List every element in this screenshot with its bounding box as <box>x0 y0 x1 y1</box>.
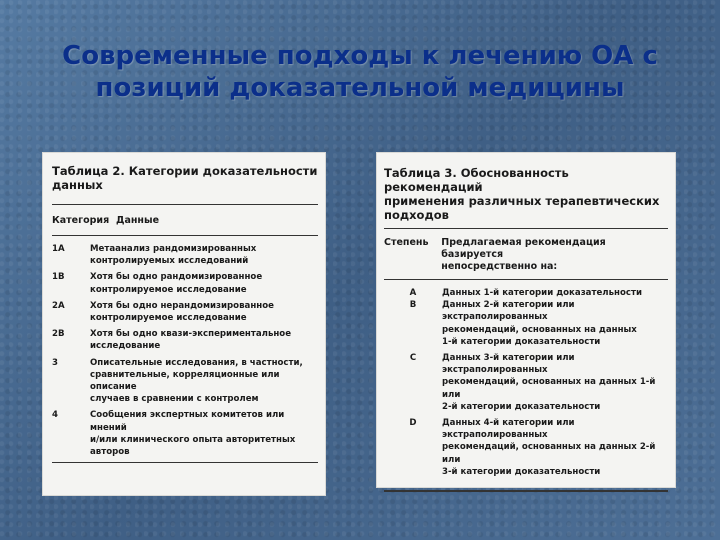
table-row <box>384 299 668 348</box>
row-description-line: Данных 2-й категории или экстраполированных <box>442 300 575 323</box>
row-description-line: 1-й категории доказательности <box>442 336 601 347</box>
row-description-line: Хотя бы одно нерандомизированное <box>90 300 274 311</box>
divider <box>384 490 668 492</box>
divider <box>52 462 318 463</box>
table-3-card <box>376 152 676 488</box>
row-code: 1A <box>52 244 65 254</box>
row-description-line: контролируемых исследований <box>90 256 249 267</box>
column-header-category: Категория <box>52 215 110 226</box>
row-description-line: 3-й категории доказательности <box>442 466 601 477</box>
row-description-line: случаев в сравнении с контролем <box>90 394 259 405</box>
row-description <box>442 352 668 413</box>
column-header-basis-line-2: непосредственно на: <box>441 261 558 272</box>
row-description-line: исследование <box>90 341 161 352</box>
row-description-line: сравнительные, корреляционные или описание <box>90 369 280 393</box>
table-row <box>52 300 318 324</box>
row-code: 4 <box>52 410 58 421</box>
row-description-line: Описательные исследования, в частности, <box>90 357 303 368</box>
row-code: A <box>409 288 417 298</box>
row-code: D <box>409 418 417 429</box>
row-code: 1B <box>52 272 65 283</box>
column-header-basis-line-1: Предлагаемая рекомендация базируется <box>441 237 606 260</box>
table-3-header <box>384 237 668 273</box>
row-description <box>90 300 318 324</box>
row-description-line: Данных 3-й категории или экстраполированных <box>442 353 575 376</box>
row-description-line: Сообщения экспертных комитетов или мнений <box>90 410 285 433</box>
row-description-line: рекомендаций, основанных на данных <box>442 324 637 335</box>
column-header-level: Степень <box>384 237 429 248</box>
divider <box>384 279 668 280</box>
table-2-body <box>52 243 318 458</box>
divider <box>52 204 318 205</box>
slide-title-line-2: позиций доказательной медицины <box>95 73 625 103</box>
row-code: 2B <box>52 329 65 340</box>
row-description-line: контролируемое исследование <box>90 284 247 295</box>
row-code: C <box>409 353 417 364</box>
row-description-line: 2-й категории доказательности <box>442 401 601 412</box>
column-header-data: Данные <box>116 215 160 226</box>
column-header-basis <box>441 237 668 273</box>
table-row <box>384 417 668 478</box>
table-2-header <box>52 215 318 227</box>
row-description <box>442 287 668 299</box>
row-description-line: Хотя бы одно квази-экспериментальное <box>90 329 292 340</box>
table-row <box>52 409 318 458</box>
table-2-card <box>42 152 326 496</box>
row-description-line: Данных 4-й категории или экстраполированных <box>442 418 575 441</box>
table-3-body <box>384 287 668 478</box>
table-row <box>52 271 318 295</box>
row-description <box>90 271 318 295</box>
row-description <box>90 409 318 458</box>
slide-title <box>40 40 680 104</box>
row-description-line: Данных 1-й категории доказательности <box>442 288 642 298</box>
row-description <box>90 243 318 267</box>
row-description-line: контролируемое исследование <box>90 313 247 324</box>
row-description-line: Метаанализ рандомизированных <box>90 244 257 254</box>
table-row <box>52 328 318 352</box>
row-code: B <box>409 300 417 311</box>
table-3-title-line-2: применения различных терапевтических подходов <box>384 194 660 222</box>
table-3-title-line-1: Таблица 3. Обоснованность рекомендаций <box>384 166 569 194</box>
divider <box>384 228 668 229</box>
row-description-line: рекомендаций, основанных на данных 2-й или <box>442 442 656 465</box>
divider <box>52 235 318 236</box>
row-description <box>90 328 318 352</box>
row-code: 3 <box>52 357 58 368</box>
row-description-line: Хотя бы одно рандомизированное <box>90 272 263 283</box>
row-description <box>90 357 318 406</box>
table-row <box>52 243 318 267</box>
row-description-line: и/или клинического опыта авторитетных авторов <box>90 434 296 458</box>
row-description <box>442 417 668 478</box>
table-2-title: Таблица 2. Категории доказательности данных <box>52 164 318 192</box>
row-code: 2A <box>52 300 65 311</box>
table-row <box>52 357 318 406</box>
row-description-line: рекомендаций, основанных на данных 1-й или <box>442 377 656 400</box>
table-row <box>384 352 668 413</box>
table-row <box>384 287 668 299</box>
row-description <box>442 299 668 348</box>
slide-title-line-1: Современные подходы к лечению ОА с <box>62 41 658 71</box>
